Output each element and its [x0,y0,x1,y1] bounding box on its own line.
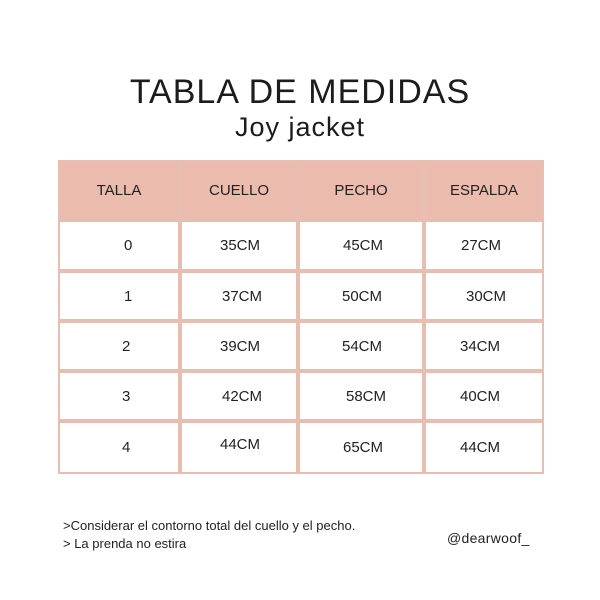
cell-talla: 4 [60,423,178,472]
header-espalda: ESPALDA [426,162,542,218]
note-no-estira: > La prenda no estira [63,536,187,551]
cell-espalda: 40CM [426,373,542,419]
cell-pecho: 58CM [300,373,422,419]
cell-espalda: 30CM [426,273,542,319]
cell-pecho: 45CM [300,222,422,269]
header-talla: TALLA [60,162,178,218]
cell-pecho: 65CM [300,423,422,472]
note-contorno: >Considerar el contorno total del cuello y el pecho. [63,518,356,533]
cell-cuello: 37CM [182,273,296,319]
cell-espalda: 44CM [426,423,542,472]
size-table [58,160,544,474]
cell-cuello: 44CM [182,423,296,472]
cell-cuello: 39CM [182,323,296,369]
cell-pecho: 50CM [300,273,422,319]
cell-talla: 1 [60,273,178,319]
cell-cuello: 35CM [182,222,296,269]
cell-pecho: 54CM [300,323,422,369]
cell-talla: 2 [60,323,178,369]
brand-handle: @dearwoof_ [447,530,530,546]
header-cuello: CUELLO [182,162,296,218]
cell-talla: 0 [60,222,178,269]
product-name: Joy jacket [234,112,366,142]
cell-espalda: 34CM [426,323,542,369]
header-pecho: PECHO [300,162,422,218]
cell-espalda: 27CM [426,222,542,269]
cell-cuello: 42CM [182,373,296,419]
cell-talla: 3 [60,373,178,419]
page-title: TABLA DE MEDIDAS [129,73,471,111]
